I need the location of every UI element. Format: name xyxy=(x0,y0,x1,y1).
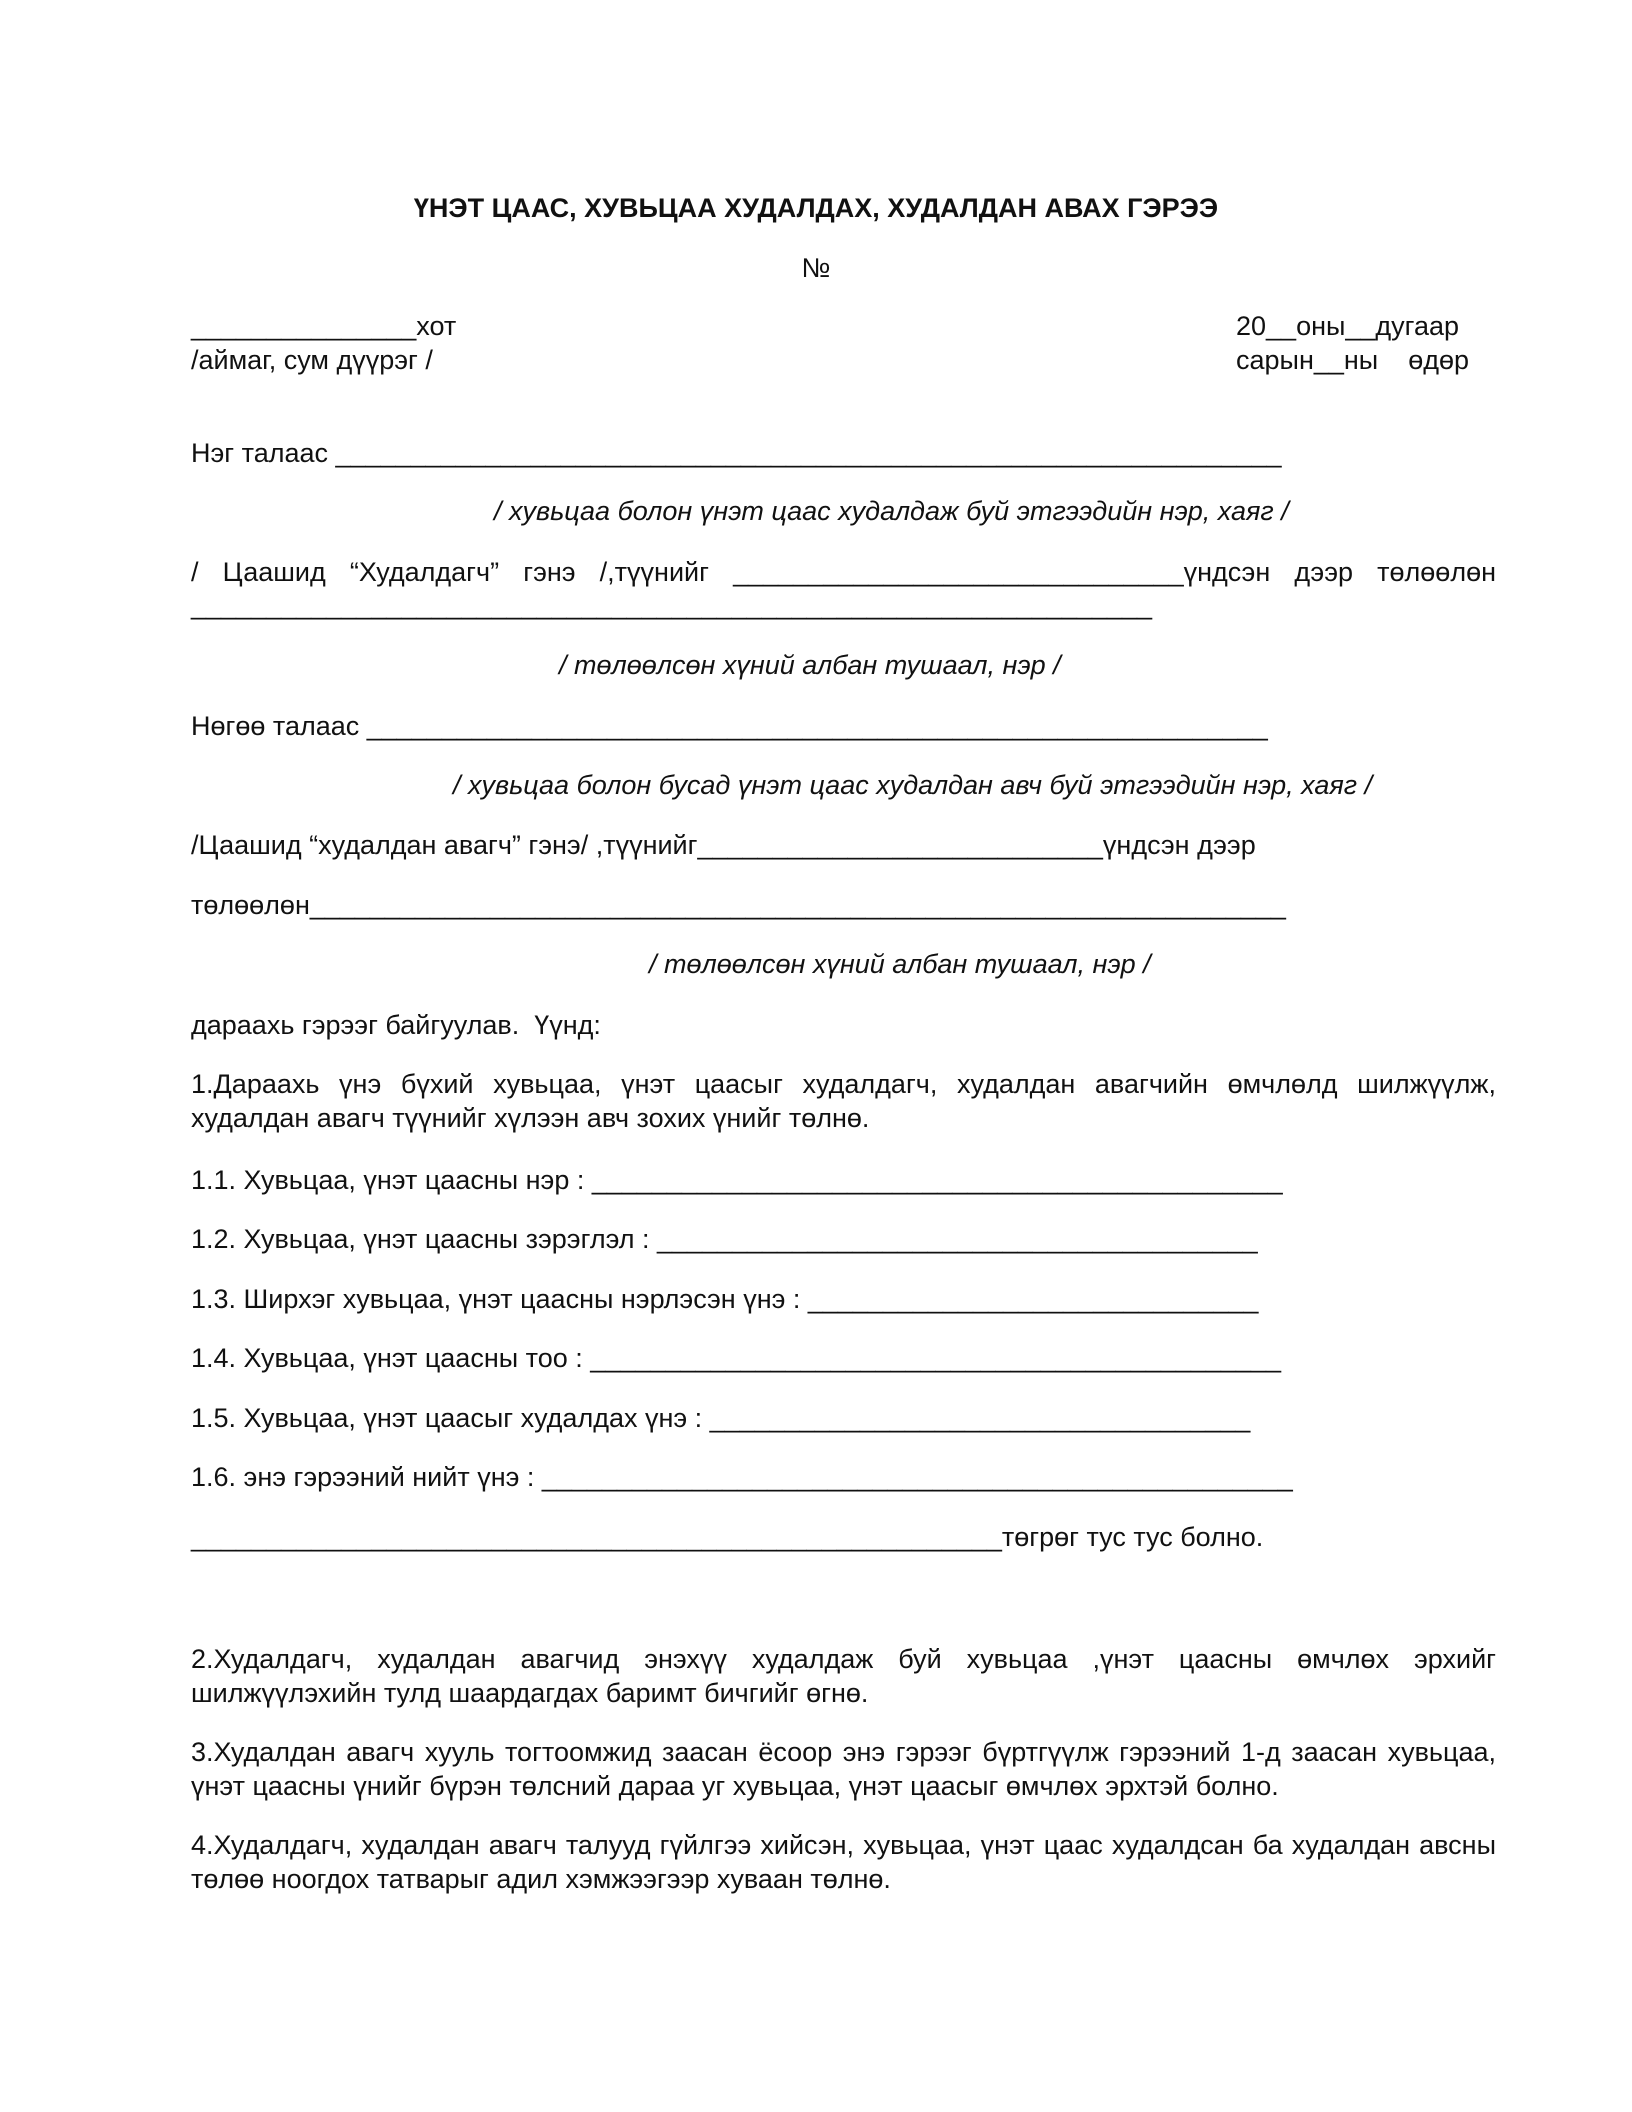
party1-rep-line2: ________________________________________________________________ xyxy=(191,590,1153,620)
item-1-5: 1.5. Хувьцаа, үнэт цаасыг худалдах үнэ : ____________________________________ xyxy=(191,1403,1251,1433)
item-1-3: 1.3. Ширхэг хувьцаа, үнэт цаасны нэрлэсэн үнэ : ______________________________ xyxy=(191,1284,1259,1314)
party1-note: / хувьцаа болон үнэт цаас худалдаж буй этгээдийн нэр, хаяг / xyxy=(494,496,1289,526)
item-1-2: 1.2. Хувьцаа, үнэт цаасны зэрэглэл : ________________________________________ xyxy=(191,1224,1258,1254)
place-line: _______________хот xyxy=(191,311,457,341)
party1-rep-note: / төлөөлсөн хүний албан тушаал, нэр / xyxy=(559,650,1061,680)
clause-3: 3.Худалдан авагч хууль тогтоомжид заасан ёсоор энэ гэрээг бүртгүүлж гэрээний 1-д заасан хувьцаа, үнэт цаасны үнийг бүрэн төлсний дараа уг хувьцаа, үнэт цаасыг өмчлөх эрхтэй болно. xyxy=(191,1737,1496,1801)
party1-rep-line: / Цаашид “Худалдагч” гэнэ /,түүнийг ______________________________үндсэн дээр төлөөлөн xyxy=(191,557,1496,587)
document-title: ҮНЭТ ЦААС, ХУВЬЦАА ХУДАЛДАХ, ХУДАЛДАН АВАХ ГЭРЭЭ xyxy=(413,193,1219,223)
party2-note: / хувьцаа болон бусад үнэт цаас худалдан авч буй этгээдийн нэр, хаяг / xyxy=(453,770,1373,800)
intro-text: дараахь гэрээг байгуулав. Үүнд: xyxy=(191,1010,601,1040)
total-line: ______________________________________________________төгрөг тус тус болно. xyxy=(191,1522,1264,1552)
clause-4: 4.Худалдагч, худалдан авагч талууд гүйлгээ хийсэн, хувьцаа, үнэт цаас худалдсан ба худалдан авсны төлөө ноогдох татварыг адил хэмжээгээр хуваан төлнө. xyxy=(191,1830,1496,1894)
party2-rep-note: / төлөөлсөн хүний албан тушаал, нэр / xyxy=(649,949,1151,979)
item-1-4: 1.4. Хувьцаа, үнэт цаасны тоо : ______________________________________________ xyxy=(191,1343,1281,1373)
date-sub-line: сарын__ны өдөр xyxy=(1236,345,1470,375)
clause-2: 2.Худалдагч, худалдан авагчид энэхүү худалдаж буй хувьцаа ,үнэт цаасны өмчлөх эрхийг шилжүүлэхийн тулд шаардагдах баримт бичгийг өгнө. xyxy=(191,1644,1496,1708)
party2-rep-line2: төлөөлөн_________________________________________________________________ xyxy=(191,890,1286,920)
party2-line: Нөгөө талаас ____________________________________________________________ xyxy=(191,711,1268,741)
party2-rep-line: /Цаашид “худалдан авагч” гэнэ/ ,түүнийг___________________________үндсэн дээр xyxy=(191,830,1256,860)
place-sub-label: /аймаг, сум дүүрэг / xyxy=(191,345,433,375)
contract-number: № xyxy=(801,253,831,283)
item-1-1: 1.1. Хувьцаа, үнэт цаасны нэр : ______________________________________________ xyxy=(191,1165,1283,1195)
clause-1: 1.Дараахь үнэ бүхий хувьцаа, үнэт цаасыг худалдагч, худалдан авагчийн өмчлөлд шилжүүлж, худалдан авагч түүнийг хүлээн авч зохих үнийг төлнө. xyxy=(191,1069,1496,1133)
party1-line: Нэг талаас _______________________________________________________________ xyxy=(191,438,1282,468)
item-1-6: 1.6. энэ гэрээний нийт үнэ : __________________________________________________ xyxy=(191,1462,1293,1492)
date-line: 20__оны__дугаар xyxy=(1236,311,1459,341)
